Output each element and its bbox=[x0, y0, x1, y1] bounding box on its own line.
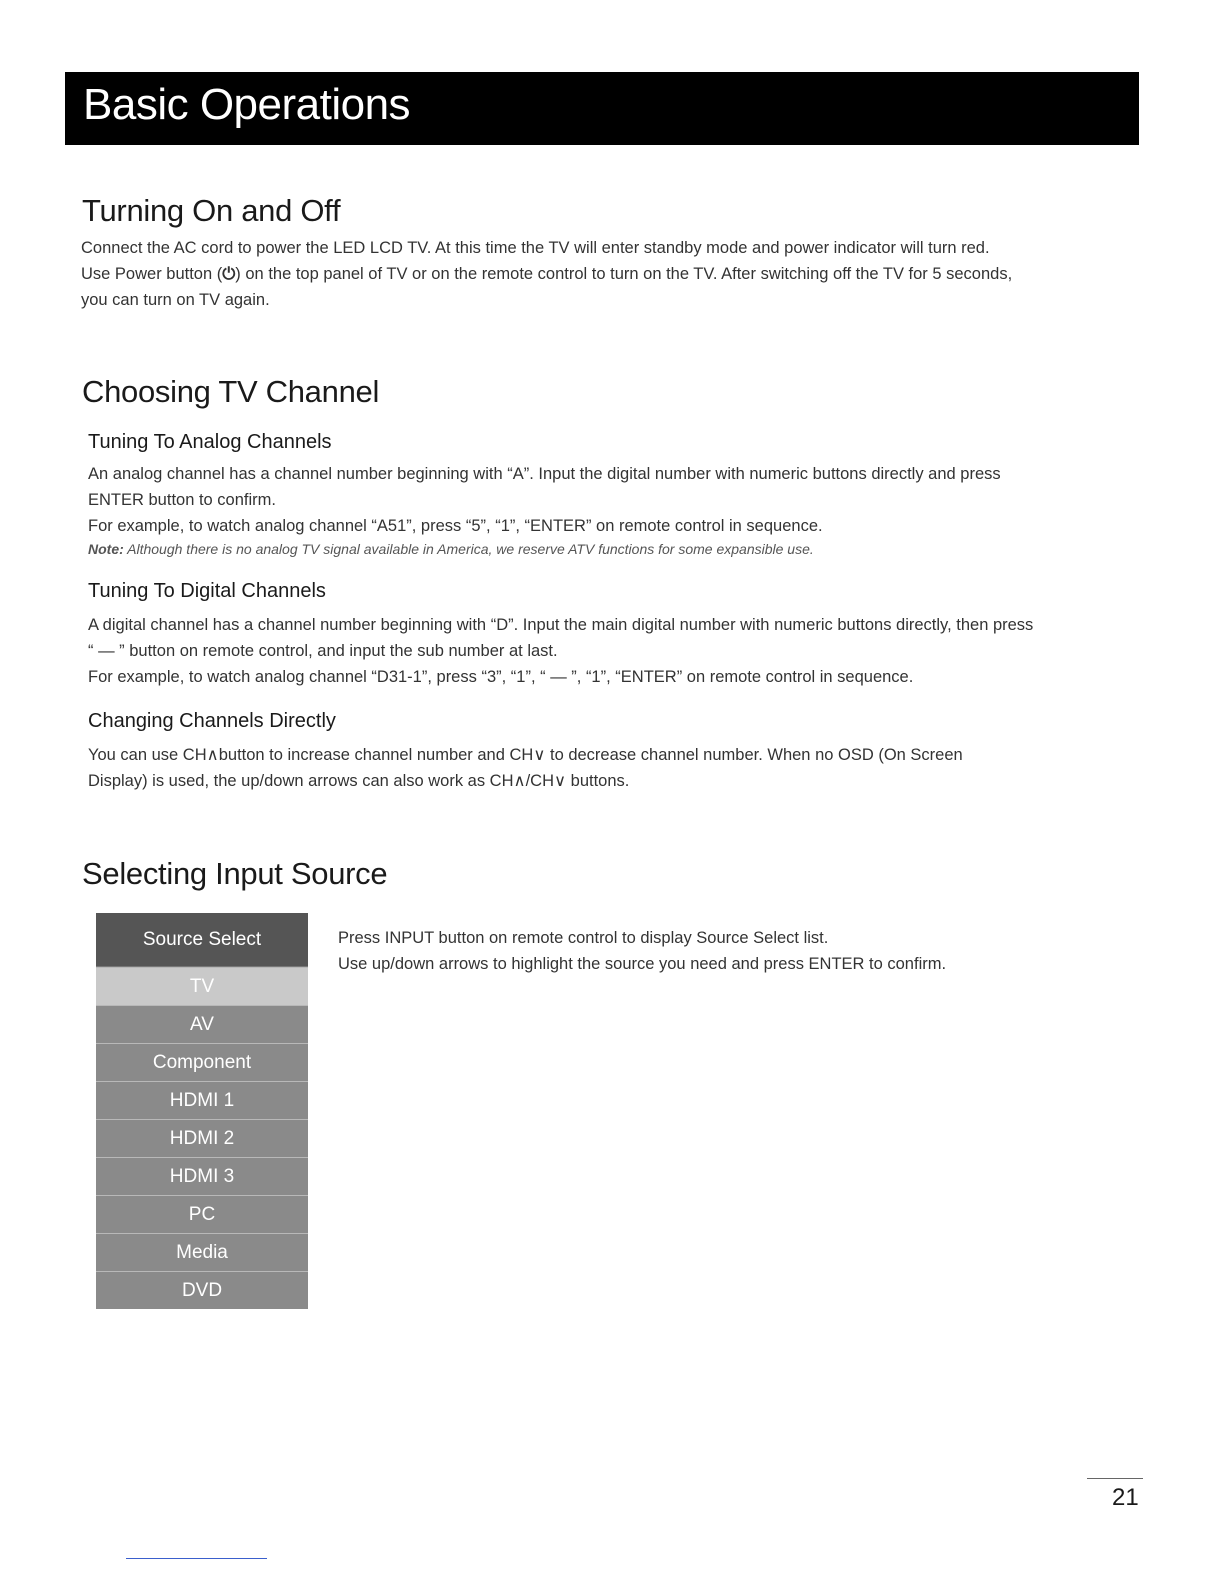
power-line2-start: Use Power button ( bbox=[81, 265, 223, 283]
paragraph-direct-line2: Display) is used, the up/down arrows can also work as CH∧/CH∨ buttons. bbox=[88, 772, 630, 790]
source-item-dvd[interactable]: DVD bbox=[96, 1271, 308, 1309]
paragraph-digital-line2: “ — ” button on remote control, and input the sub number at last. bbox=[88, 642, 558, 660]
source-item-media[interactable]: Media bbox=[96, 1233, 308, 1271]
note-label: Note: bbox=[88, 541, 124, 557]
paragraph-input-line2: Use up/down arrows to highlight the source you need and press ENTER to confirm. bbox=[338, 955, 947, 973]
section-banner bbox=[65, 72, 1139, 145]
note-analog bbox=[88, 541, 814, 557]
source-item-component[interactable]: Component bbox=[96, 1043, 308, 1081]
heading-choosing-channel: Choosing TV Channel bbox=[82, 374, 380, 409]
power-icon: ⏻ bbox=[222, 265, 236, 283]
source-select-title: Source Select bbox=[96, 913, 308, 967]
subheading-direct: Changing Channels Directly bbox=[88, 710, 336, 732]
heading-input-source: Selecting Input Source bbox=[82, 856, 388, 891]
subheading-analog: Tuning To Analog Channels bbox=[88, 431, 332, 453]
banner-title: Basic Operations bbox=[83, 80, 411, 129]
paragraph-analog-line1: An analog channel has a channel number beginning with “A”. Input the digital number with numeric buttons directly and press bbox=[88, 465, 1001, 483]
paragraph-direct-line1: You can use CH∧button to increase channel number and CH∨ to decrease channel number. When no OSD (On Screen bbox=[88, 746, 963, 764]
source-item-pc[interactable]: PC bbox=[96, 1195, 308, 1233]
paragraph-digital-line3: For example, to watch analog channel “D31-1”, press “3”, “1”, “ — ”, “1”, “ENTER” on remote control in sequence. bbox=[88, 668, 914, 686]
paragraph-power-line1: Connect the AC cord to power the LED LCD TV. At this time the TV will enter standby mode and power indicator will turn red. bbox=[81, 239, 990, 257]
paragraph-power-line3: you can turn on TV again. bbox=[81, 291, 270, 309]
power-line2-end: ) on the top panel of TV or on the remote control to turn on the TV. After switching off the TV for 5 seconds, bbox=[235, 265, 1013, 283]
footer-rule bbox=[126, 1558, 267, 1559]
source-item-hdmi1[interactable]: HDMI 1 bbox=[96, 1081, 308, 1119]
source-item-tv[interactable]: TV bbox=[96, 967, 308, 1005]
source-select-menu bbox=[96, 913, 308, 1309]
heading-turning-on-off: Turning On and Off bbox=[82, 193, 341, 228]
paragraph-analog-line2: ENTER button to confirm. bbox=[88, 491, 276, 509]
page-number-rule bbox=[1087, 1478, 1143, 1479]
paragraph-analog-line3: For example, to watch analog channel “A51”, press “5”, “1”, “ENTER” on remote control in sequence. bbox=[88, 517, 823, 535]
source-item-hdmi2[interactable]: HDMI 2 bbox=[96, 1119, 308, 1157]
note-text: Although there is no analog TV signal available in America, we reserve ATV functions for some expansible use. bbox=[123, 541, 814, 557]
paragraph-digital-line1: A digital channel has a channel number beginning with “D”. Input the main digital number with numeric buttons directly, then press bbox=[88, 616, 1034, 634]
page-number: 21 bbox=[1112, 1484, 1139, 1511]
subheading-digital: Tuning To Digital Channels bbox=[88, 580, 326, 602]
paragraph-power-line2 bbox=[81, 261, 1012, 287]
paragraph-input-line1: Press INPUT button on remote control to display Source Select list. bbox=[338, 929, 829, 947]
source-item-hdmi3[interactable]: HDMI 3 bbox=[96, 1157, 308, 1195]
source-item-av[interactable]: AV bbox=[96, 1005, 308, 1043]
